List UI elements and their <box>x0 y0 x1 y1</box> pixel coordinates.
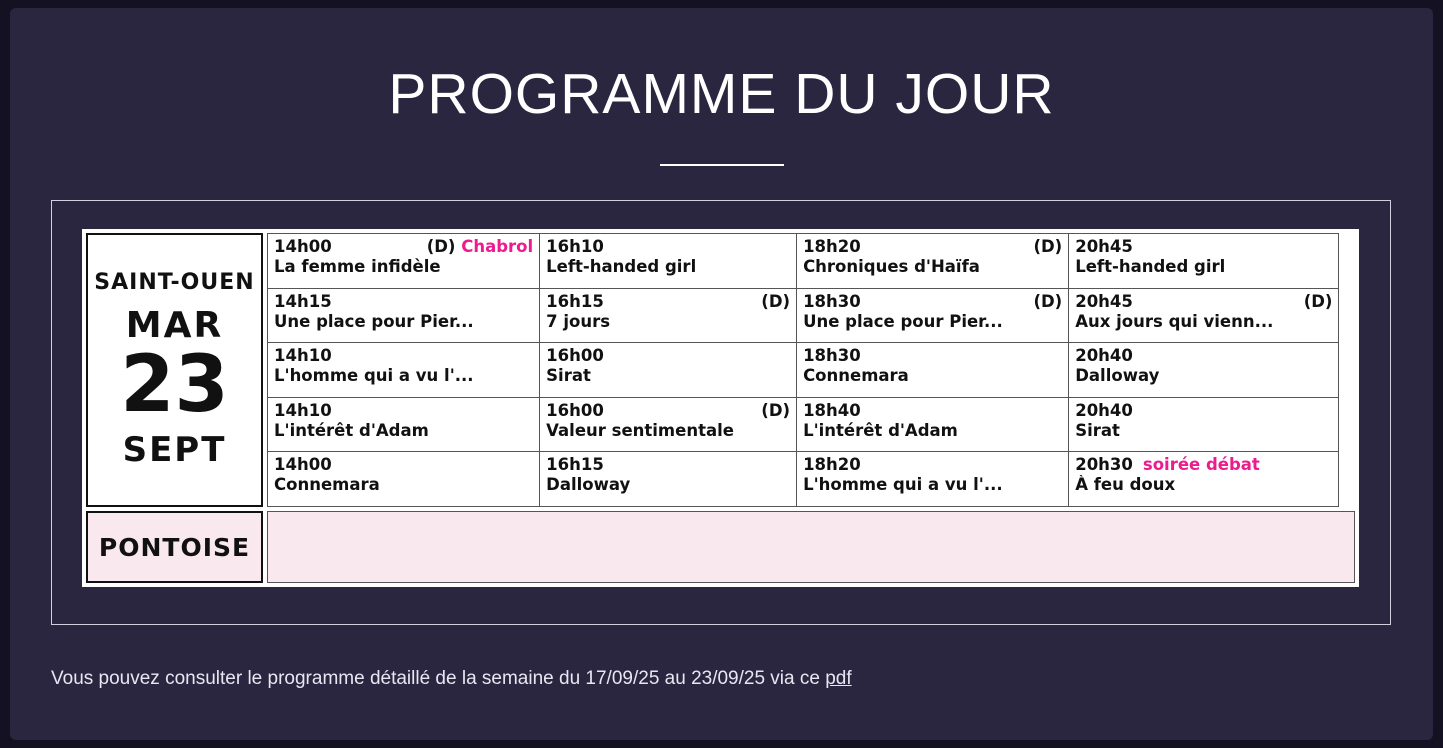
screening-cell[interactable] <box>540 288 797 343</box>
screening-time: 18h30 <box>803 346 861 366</box>
screening-title: L'intérêt d'Adam <box>803 420 958 440</box>
screening-title: Sirat <box>1075 420 1120 440</box>
screening-time: 18h20 <box>803 237 861 256</box>
screening-cell[interactable] <box>797 343 1069 398</box>
screenings-table <box>267 233 1355 507</box>
screening-title: L'homme qui a vu l'... <box>274 366 474 386</box>
screening-highlight: soirée débat <box>1142 455 1260 475</box>
screening-time: 14h10 <box>274 400 332 420</box>
city-month: SEPT <box>122 430 227 471</box>
screening-cell[interactable] <box>540 452 797 507</box>
screening-time: 18h20 <box>803 455 861 475</box>
empty-schedule-area <box>267 511 1355 583</box>
screening-cell[interactable] <box>268 288 540 343</box>
screening-title: La femme infidèle <box>274 257 441 276</box>
program-frame <box>51 200 1391 625</box>
city-day-label: MAR <box>125 304 224 346</box>
title-divider <box>660 164 784 166</box>
screening-cell-empty <box>1339 397 1355 452</box>
screening-time: 14h15 <box>274 291 332 311</box>
screening-cell[interactable] <box>268 343 540 398</box>
screening-cell[interactable] <box>797 234 1069 289</box>
screening-title: Une place pour Pier... <box>803 311 1003 331</box>
screening-cell[interactable] <box>268 397 540 452</box>
screening-cell[interactable] <box>1069 452 1339 507</box>
screening-cell[interactable] <box>1069 288 1339 343</box>
table-row <box>268 452 1356 507</box>
screening-title: Left-handed girl <box>546 257 697 276</box>
schedule-grid <box>82 229 1359 587</box>
screening-cell[interactable] <box>1069 397 1339 452</box>
screening-time: 14h10 <box>274 346 332 366</box>
screening-cell[interactable] <box>1069 343 1339 398</box>
screening-title: Valeur sentimentale <box>546 420 734 440</box>
table-row <box>268 234 1356 289</box>
screening-title: Aux jours qui vienn... <box>1075 311 1274 331</box>
screening-cell-empty <box>1339 343 1355 398</box>
screening-title: Chroniques d'Haïfa <box>803 257 980 276</box>
screening-time: 14h00 <box>274 455 332 475</box>
screening-title: 7 jours <box>546 311 611 331</box>
screening-time: 20h45 <box>1075 237 1133 256</box>
screening-time: 20h40 <box>1075 346 1133 366</box>
screening-title: À feu doux <box>1075 475 1176 495</box>
screening-cell[interactable] <box>540 234 797 289</box>
screening-cell[interactable] <box>268 234 540 289</box>
table-row <box>268 397 1356 452</box>
screening-cell[interactable] <box>540 397 797 452</box>
screening-time: 18h30 <box>803 291 861 311</box>
screening-title: Connemara <box>803 366 909 386</box>
schedule-grid-top <box>82 229 1359 511</box>
screening-time: 20h40 <box>1075 400 1133 420</box>
city-card-saint-ouen <box>86 233 263 507</box>
screening-time: 16h00 <box>546 400 604 420</box>
screening-tag: (D) <box>761 291 791 311</box>
city-day-number: 23 <box>120 339 229 430</box>
city-name: SAINT-OUEN <box>94 269 255 295</box>
screening-cell-empty <box>1339 234 1355 289</box>
screening-tag: (D) <box>1303 291 1333 311</box>
screening-title: Une place pour Pier... <box>274 311 474 331</box>
screening-time: 16h10 <box>546 237 604 256</box>
screening-title: Connemara <box>274 475 380 495</box>
screening-time: 16h00 <box>546 346 604 366</box>
screening-cell[interactable] <box>797 397 1069 452</box>
screening-cell[interactable] <box>268 452 540 507</box>
screening-tag: (D) <box>1033 237 1063 256</box>
screening-title: L'intérêt d'Adam <box>274 420 429 440</box>
screening-time: 14h00 <box>274 237 332 256</box>
screening-time: 18h40 <box>803 400 861 420</box>
screening-cell[interactable] <box>1069 234 1339 289</box>
page-title: PROGRAMME DU JOUR <box>388 62 1055 126</box>
screening-title: Dalloway <box>546 475 631 495</box>
screening-time: 20h45 <box>1075 291 1133 311</box>
schedule-grid-bottom <box>82 511 1359 587</box>
table-row <box>268 343 1356 398</box>
screening-title: Dalloway <box>1075 366 1160 386</box>
screening-cell[interactable] <box>540 343 797 398</box>
screening-title: Sirat <box>546 366 591 386</box>
screening-cell[interactable] <box>797 288 1069 343</box>
screening-title: Left-handed girl <box>1075 257 1226 276</box>
screening-cell[interactable] <box>797 452 1069 507</box>
footer-note <box>51 668 852 690</box>
screening-tag: (D) <box>1033 291 1063 311</box>
screening-cell-empty <box>1339 452 1355 507</box>
footer-text: Vous pouvez consulter le programme détaillé de la semaine du 17/09/25 au 23/09/25 via ce <box>51 668 826 689</box>
screening-title: L'homme qui a vu l'... <box>803 475 1003 495</box>
screening-highlight: Chabrol <box>461 237 534 256</box>
screening-time: 16h15 <box>546 291 604 311</box>
screening-tag: (D) <box>426 237 456 256</box>
pdf-link[interactable]: pdf <box>825 668 852 689</box>
screening-time: 20h30 <box>1075 455 1133 475</box>
city-name-secondary: PONTOISE <box>98 532 251 562</box>
screening-cell-empty <box>1339 288 1355 343</box>
screening-tag: (D) <box>761 400 791 420</box>
screening-time: 16h15 <box>546 455 604 475</box>
city-card-pontoise <box>86 511 263 583</box>
table-row <box>268 288 1356 343</box>
page-container <box>10 8 1433 740</box>
